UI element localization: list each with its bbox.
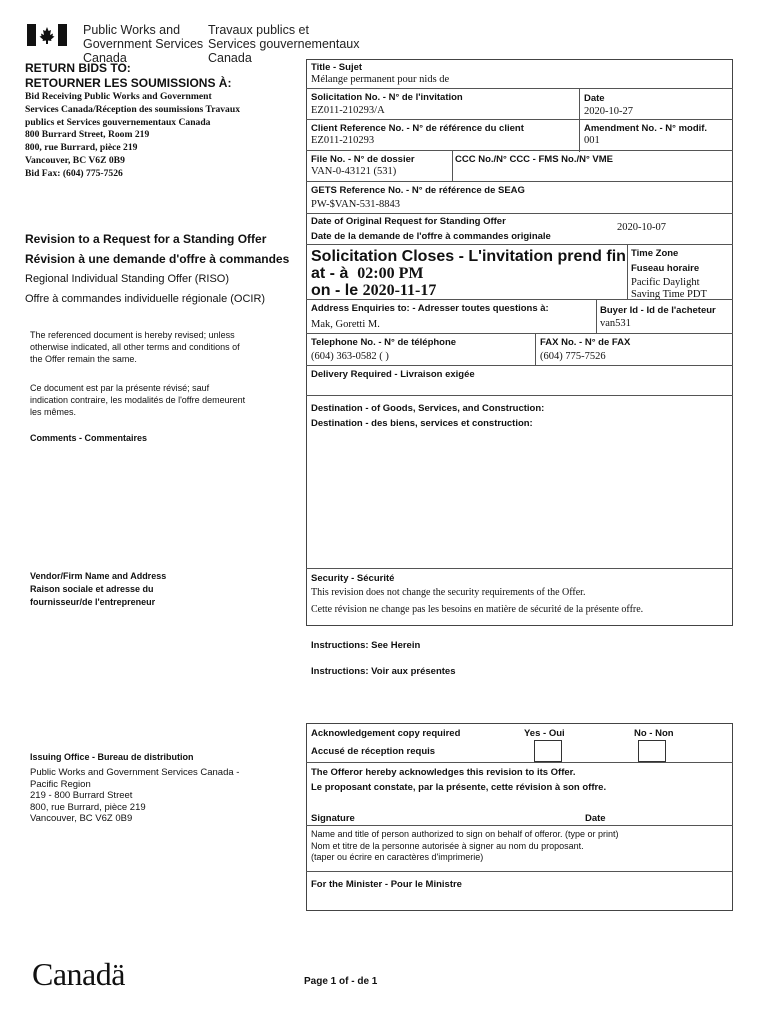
- ack-label-en: Acknowledgement copy required: [311, 728, 461, 739]
- dept-en-line3: Canada: [83, 51, 127, 65]
- issuing-line: Public Works and Government Services Canada -: [30, 767, 240, 778]
- destination-label-fr: Destination - des biens, services et construction:: [311, 418, 533, 429]
- vendor-label-line: Vendor/Firm Name and Address: [30, 571, 167, 581]
- security-label: Security - Sécurité: [311, 573, 395, 584]
- divider: [306, 568, 733, 569]
- canada-wordmark: Canadä: [32, 956, 125, 992]
- address-line: 800, rue Burrard, pièce 219: [25, 142, 138, 154]
- note-line: indication contraire, les modalités de l'offre demeurent: [30, 395, 246, 405]
- destination-label-en: Destination - of Goods, Services, and Construction:: [311, 403, 545, 414]
- divider: [306, 762, 733, 763]
- divider: [452, 150, 453, 181]
- orig-date-value: 2020-10-07: [617, 222, 666, 233]
- note-line: les mêmes.: [30, 407, 77, 417]
- solicitation-label: Solicitation No. - N° de l'invitation: [311, 92, 463, 103]
- offeror-ack-en: The Offeror hereby acknowledges this revision to its Offer.: [311, 767, 576, 778]
- address-enquiries-value: Mak, Goretti M.: [311, 319, 380, 330]
- address-line: Vancouver, BC V6Z 0B9: [25, 154, 125, 166]
- divider: [306, 119, 733, 120]
- revision-title-fr: Révision à une demande d'offre à commandes: [25, 252, 290, 266]
- dept-en-line2: Government Services: [83, 37, 204, 51]
- dept-fr-line1: Travaux publics et: [208, 23, 309, 37]
- closes-time: 02:00 PM: [357, 265, 424, 282]
- signature-label: Signature: [311, 813, 355, 824]
- timezone-label-fr: Fuseau horaire: [631, 263, 700, 274]
- address-line: publics et Services gouvernementaux Canada: [25, 116, 211, 128]
- divider: [306, 333, 733, 334]
- client-ref-label: Client Reference No. - N° de référence du client: [311, 123, 524, 134]
- date-label: Date: [584, 93, 605, 104]
- date-value: 2020-10-27: [584, 106, 633, 117]
- issuing-line: 800, rue Burrard, pièce 219: [30, 801, 146, 813]
- name-title-line: Name and title of person authorized to sign on behalf of offeror. (type or print): [311, 829, 619, 839]
- closes-time-line: [311, 265, 626, 282]
- divider: [306, 150, 733, 151]
- note-line: otherwise indicated, all other terms and conditions of: [30, 342, 240, 352]
- gets-value: PW-$VAN-531-8843: [311, 199, 401, 210]
- divider: [306, 299, 733, 300]
- instructions-en: Instructions: See Herein: [311, 640, 421, 651]
- return-bids-title-en: RETURN BIDS TO:: [25, 61, 131, 75]
- vendor-label-line: Raison sociale et adresse du: [30, 584, 154, 594]
- security-fr: Cette révision ne change pas les besoins en matière de sécurité de la présente offre.: [311, 604, 644, 615]
- file-label: File No. - N° de dossier: [311, 154, 415, 165]
- orig-date-label-en: Date of Original Request for Standing Offer: [311, 216, 506, 227]
- dept-fr-line2: Services gouvernementaux: [208, 37, 360, 51]
- solicitation-value: EZ011-210293/A: [311, 105, 385, 116]
- yes-label: Yes - Oui: [524, 728, 565, 739]
- signature-date-label: Date: [585, 813, 606, 824]
- revision-title-en: Revision to a Request for a Standing Offer: [25, 232, 267, 246]
- timezone-value: [631, 277, 707, 299]
- phone-label: Telephone No. - N° de téléphone: [311, 337, 457, 348]
- ccc-label: CCC No./N° CCC - FMS No./N° VME: [455, 154, 614, 165]
- yes-checkbox[interactable]: [534, 740, 562, 762]
- amendment-label: Amendment No. - N° modif.: [584, 123, 708, 134]
- note-line: the Offer remain the same.: [30, 354, 137, 364]
- buyer-id-label: Buyer Id - Id de l'acheteur: [600, 305, 716, 316]
- title-value: Mélange permanent pour nids de: [311, 74, 450, 85]
- page-number: Page 1 of - de 1: [304, 976, 378, 987]
- offeror-ack-fr: Le proposant constate, par la présente, cette révision à son offre.: [311, 782, 607, 793]
- riso-en: Regional Individual Standing Offer (RISO): [25, 273, 230, 285]
- name-title-line: (taper ou écrire en caractères d'imprimerie): [311, 852, 484, 862]
- revision-note-fr: [30, 382, 245, 418]
- department-name-en: [83, 23, 203, 65]
- closes-date: 2020-11-17: [362, 282, 437, 299]
- riso-fr: Offre à commandes individuelle régionale (OCIR): [25, 293, 266, 305]
- issuing-line: Vancouver, BC V6Z 0B9: [30, 813, 133, 824]
- timezone-label-en: Time Zone: [631, 248, 679, 259]
- dept-en-line1: Public Works and: [83, 23, 181, 37]
- client-ref-value: EZ011-210293: [311, 135, 375, 146]
- orig-date-label-fr: Date de la demande de l'offre à commandes originale: [311, 231, 551, 242]
- instructions-fr: Instructions: Voir aux présentes: [311, 666, 456, 677]
- closes-on-label: on - le: [311, 282, 359, 299]
- file-value: VAN-0-43121 (531): [311, 166, 397, 177]
- name-title-line: Nom et titre de la personne autorisée à signer au nom du proposant.: [311, 840, 584, 851]
- divider: [306, 88, 733, 89]
- divider: [306, 213, 733, 214]
- divider: [596, 299, 597, 333]
- timezone-value-line: Pacific Daylight: [631, 277, 700, 288]
- title-label: Title - Sujet: [311, 62, 363, 73]
- return-bids-title-fr: RETOURNER LES SOUMISSIONS À:: [25, 76, 232, 90]
- divider: [627, 244, 628, 299]
- no-label: No - Non: [634, 728, 674, 739]
- closes-date-line: [311, 282, 626, 299]
- closes-at-label: at - à: [311, 265, 349, 282]
- issuing-line: Pacific Region: [30, 778, 91, 790]
- address-line: Bid Fax: (604) 775-7526: [25, 167, 123, 179]
- canada-flag-icon: [27, 24, 67, 46]
- return-bids-address: [25, 91, 240, 181]
- no-checkbox[interactable]: [638, 740, 666, 762]
- fax-value: (604) 775-7526: [540, 351, 606, 362]
- revision-note-en: [30, 329, 240, 365]
- divider: [579, 88, 580, 152]
- address-enquiries-label: Address Enquiries to: - Adresser toutes questions à:: [311, 303, 549, 314]
- signature-line: [306, 825, 733, 826]
- fax-label: FAX No. - N° de FAX: [540, 337, 631, 348]
- divider: [306, 181, 733, 182]
- note-line: Ce document est par la présente révisé; sauf: [30, 383, 210, 393]
- divider: [306, 395, 733, 396]
- vendor-label: [30, 570, 166, 609]
- divider: [306, 244, 733, 245]
- address-line: Bid Receiving Public Works and Government: [25, 91, 212, 102]
- delivery-label: Delivery Required - Livraison exigée: [311, 369, 475, 380]
- divider: [535, 333, 536, 365]
- comments-label: Comments - Commentaires: [30, 433, 148, 443]
- closes-line1: Solicitation Closes - L'invitation prend fin: [311, 248, 626, 265]
- issuing-office-title: Issuing Office - Bureau de distribution: [30, 752, 194, 762]
- gets-label: GETS Reference No. - N° de référence de SEAG: [311, 185, 525, 196]
- divider: [306, 365, 733, 366]
- note-line: The referenced document is hereby revised; unless: [30, 330, 235, 340]
- security-en: This revision does not change the security requirements of the Offer.: [311, 587, 586, 598]
- buyer-id-value: van531: [600, 318, 631, 329]
- timezone-value-line: Saving Time PDT: [631, 289, 707, 299]
- phone-value: (604) 363-0582 ( ): [311, 351, 389, 362]
- name-title-instructions: [311, 829, 619, 864]
- ack-label-fr: Accusé de réception requis: [311, 746, 436, 757]
- minister-label: For the Minister - Pour le Ministre: [311, 879, 462, 890]
- address-line: 800 Burrard Street, Room 219: [25, 129, 150, 141]
- amendment-value: 001: [584, 135, 600, 146]
- dept-fr-line3: Canada: [208, 51, 252, 65]
- address-line: Services Canada/Réception des soumissions Travaux: [25, 103, 240, 115]
- solicitation-closes: [311, 248, 626, 299]
- vendor-label-line: fournisseur/de l'entrepreneur: [30, 597, 156, 607]
- issuing-office-address: [30, 767, 239, 825]
- divider: [306, 871, 733, 872]
- issuing-line: 219 - 800 Burrard Street: [30, 790, 133, 801]
